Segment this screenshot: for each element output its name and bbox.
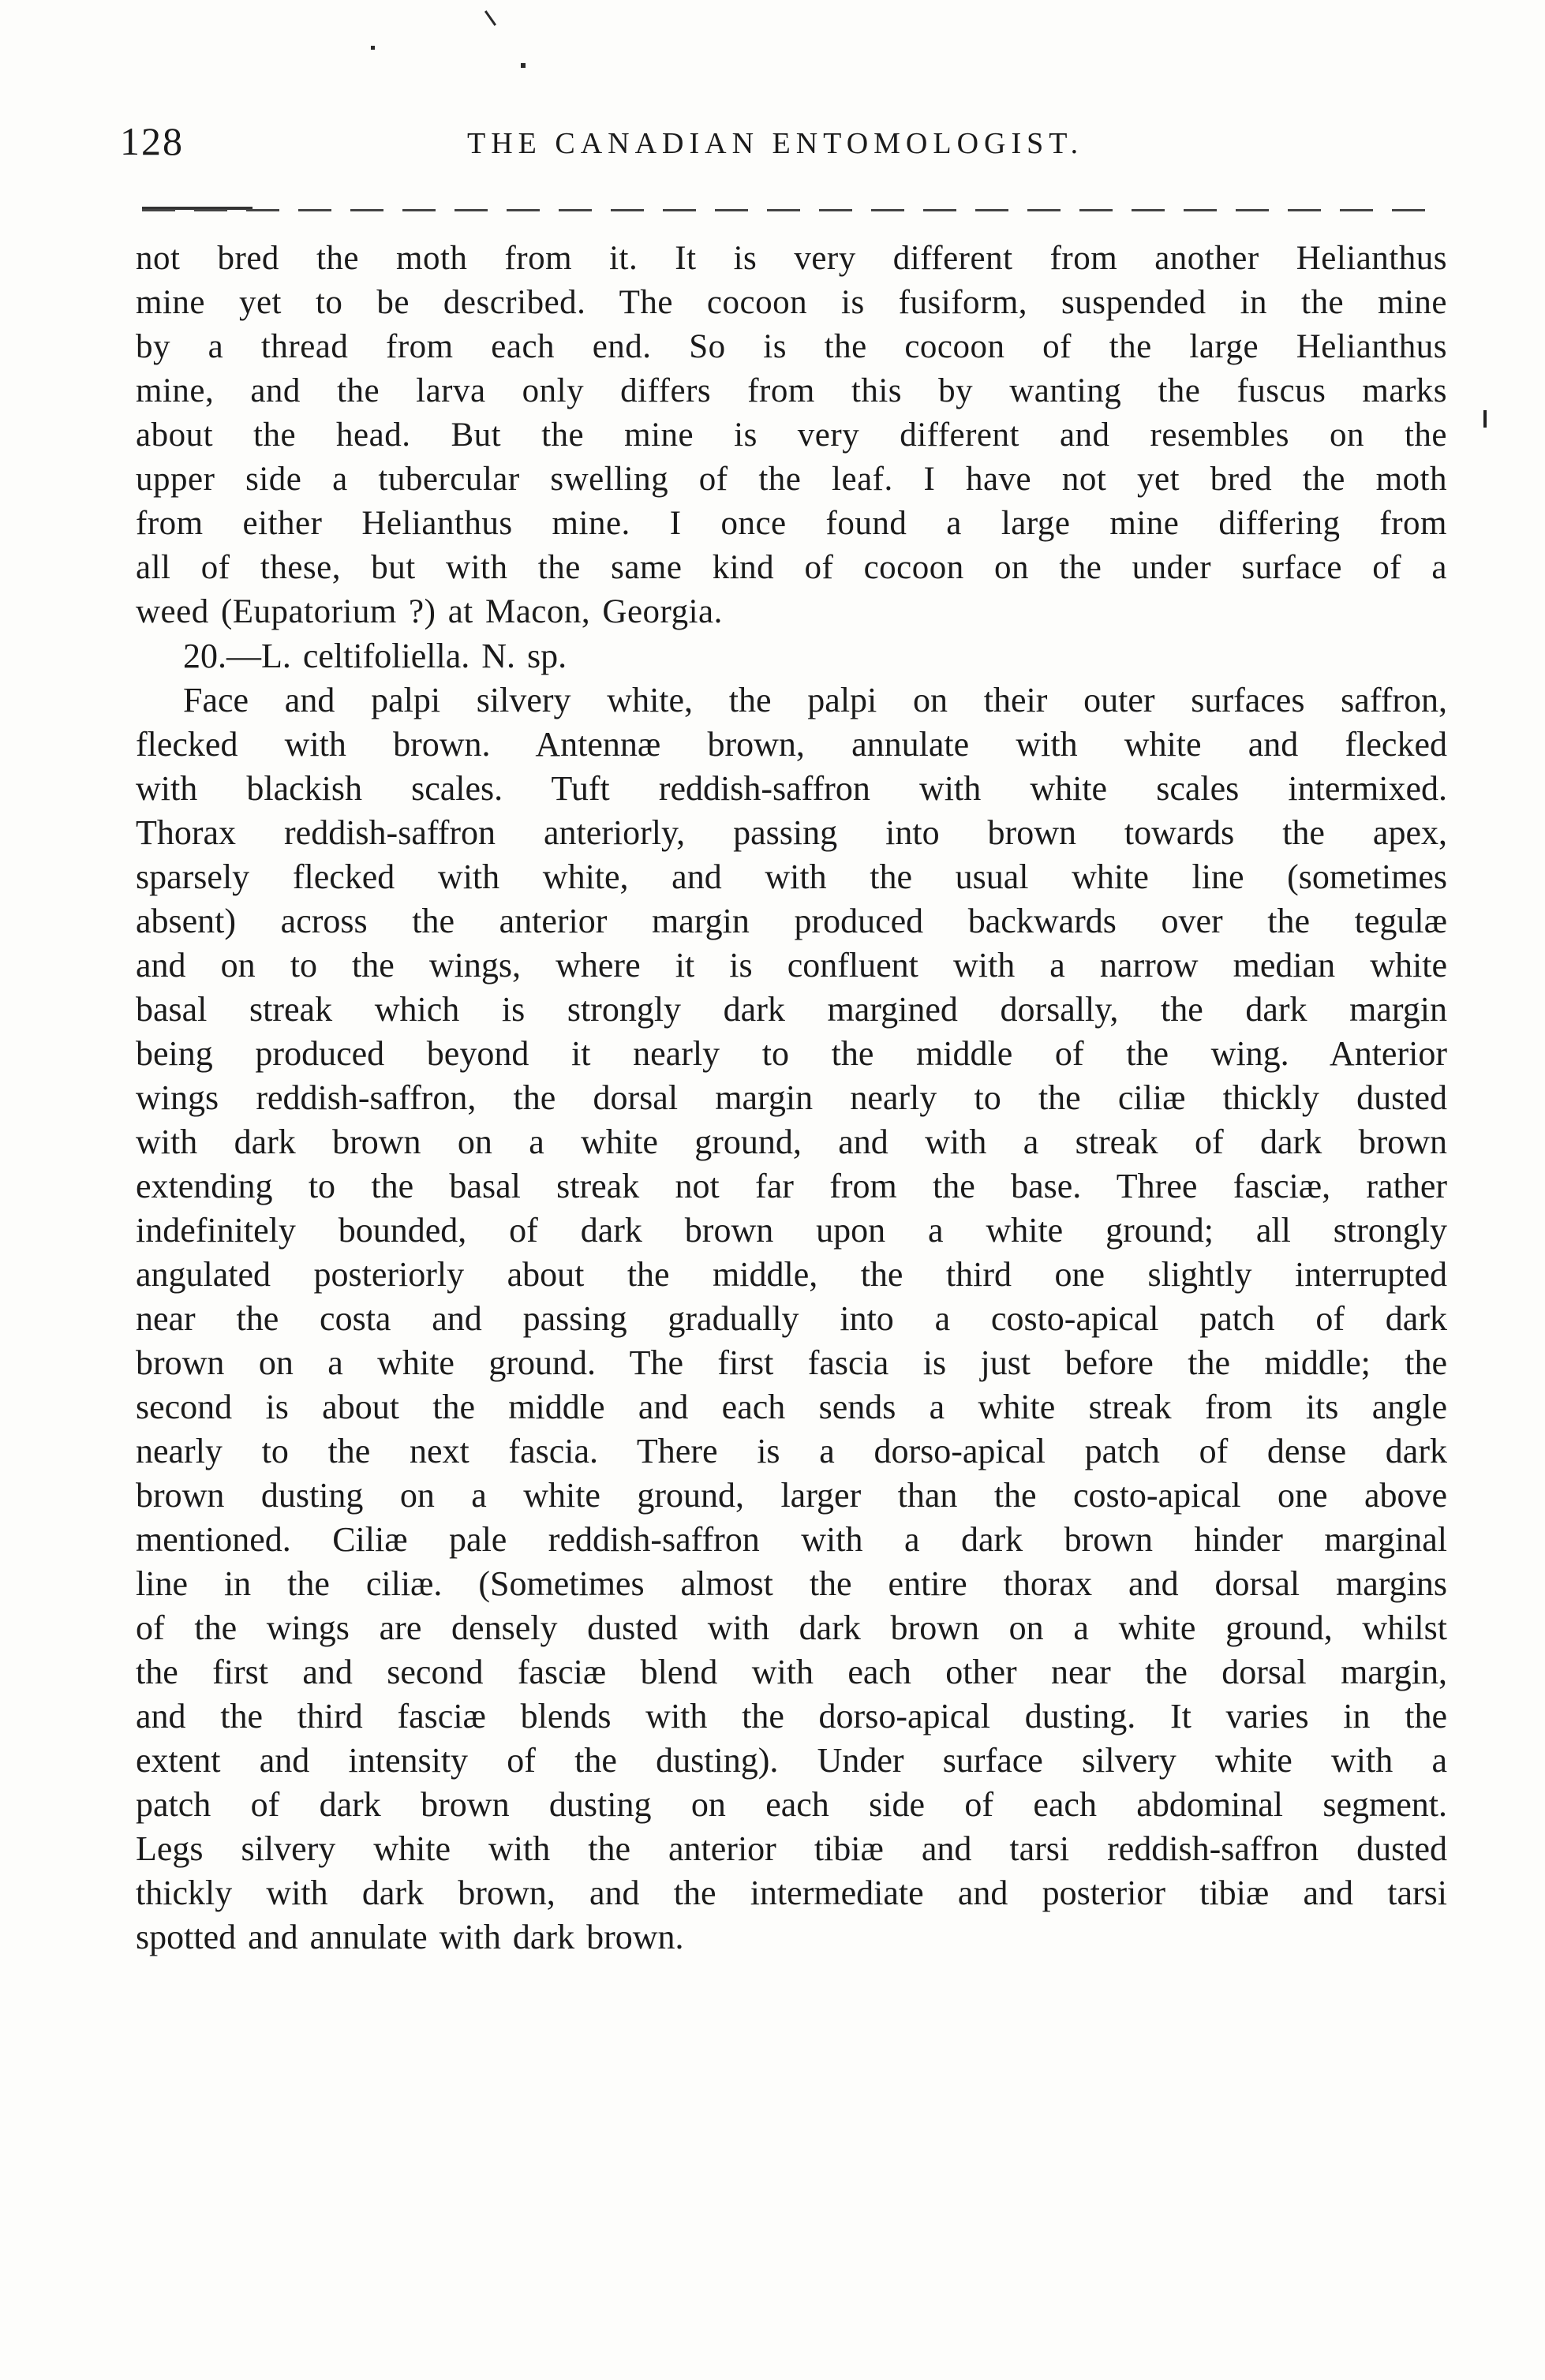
- text-line: brown dusting on a white ground, larger than the costo-apical one above: [136, 1476, 1447, 1515]
- ink-speck: [371, 46, 375, 50]
- text-line: not bred the moth from it. It is very different from another Helianthus: [136, 240, 1447, 277]
- text-line: and on to the wings, where it is confluent with a narrow median white: [136, 946, 1447, 985]
- text-line: mine yet to be described. The cocoon is fusiform, suspended in the mine: [136, 284, 1447, 321]
- text-line: flecked with brown. Antennæ brown, annulate with white and flecked: [136, 725, 1447, 764]
- text-line: about the head. But the mine is very different and resembles on the: [136, 417, 1447, 454]
- text-line: near the costa and passing gradually into a costo-apical patch of dark: [136, 1299, 1447, 1338]
- text-line: absent) across the anterior margin produced backwards over the tegulæ: [136, 902, 1447, 940]
- text-line: Thorax reddish-saffron anteriorly, passing into brown towards the apex,: [136, 813, 1447, 852]
- text-line: all of these, but with the same kind of cocoon on the under surface of a: [136, 549, 1447, 586]
- text-line: weed (Eupatorium ?) at Macon, Georgia.: [136, 593, 723, 630]
- text-line: nearly to the next fascia. There is a dorso-apical patch of dense dark: [136, 1432, 1447, 1470]
- page-header: [120, 118, 1430, 174]
- header-rule-dashed: [142, 209, 1444, 211]
- text-line: wings reddish-saffron, the dorsal margin nearly to the ciliæ thickly dusted: [136, 1078, 1447, 1117]
- text-line: patch of dark brown dusting on each side of each abdominal segment.: [136, 1785, 1447, 1824]
- ink-speck: [484, 10, 496, 26]
- text-line: upper side a tubercular swelling of the leaf. I have not yet bred the moth: [136, 461, 1447, 498]
- running-head: THE CANADIAN ENTOMOLOGIST.: [467, 127, 1084, 160]
- body-text: [136, 237, 1447, 1960]
- species-heading: 20.—L. celtifoliella. N. sp.: [183, 637, 567, 675]
- text-line: with blackish scales. Tuft reddish-saffron with white scales intermixed.: [136, 769, 1447, 808]
- text-line: Face and palpi silvery white, the palpi on their outer surfaces saffron,: [183, 681, 1447, 719]
- text-line: the first and second fasciæ blend with each other near the dorsal margin,: [136, 1653, 1447, 1691]
- text-line: from either Helianthus mine. I once found a large mine differing from: [136, 505, 1447, 542]
- text-line: second is about the middle and each sends a white streak from its angle: [136, 1388, 1447, 1426]
- text-line: by a thread from each end. So is the cocoon of the large Helianthus: [136, 328, 1447, 365]
- text-line: basal streak which is strongly dark margined dorsally, the dark margin: [136, 990, 1447, 1029]
- text-line: spotted and annulate with dark brown.: [136, 1918, 684, 1956]
- text-line: and the third fasciæ blends with the dorso-apical dusting. It varies in the: [136, 1697, 1447, 1735]
- text-line: of the wings are densely dusted with dark brown on a white ground, whilst: [136, 1608, 1447, 1647]
- text-line: with dark brown on a white ground, and with a streak of dark brown: [136, 1123, 1447, 1161]
- text-line: mine, and the larva only differs from this by wanting the fuscus marks: [136, 372, 1447, 409]
- text-line: thickly with dark brown, and the intermediate and posterior tibiæ and tarsi: [136, 1874, 1447, 1912]
- margin-mark: [1483, 410, 1487, 428]
- page-number: 128: [120, 119, 184, 163]
- text-line: angulated posteriorly about the middle, the third one slightly interrupted: [136, 1255, 1447, 1294]
- text-line: brown on a white ground. The first fascia is just before the middle; the: [136, 1343, 1447, 1382]
- text-line: Legs silvery white with the anterior tibiæ and tarsi reddish-saffron dusted: [136, 1829, 1447, 1868]
- text-line: indefinitely bounded, of dark brown upon a white ground; all strongly: [136, 1211, 1447, 1250]
- text-line: line in the ciliæ. (Sometimes almost the entire thorax and dorsal margins: [136, 1564, 1447, 1603]
- text-line: extent and intensity of the dusting). Under surface silvery white with a: [136, 1741, 1447, 1780]
- text-line: mentioned. Ciliæ pale reddish-saffron with a dark brown hinder marginal: [136, 1520, 1447, 1559]
- text-line: extending to the basal streak not far from the base. Three fasciæ, rather: [136, 1167, 1447, 1205]
- text-line: being produced beyond it nearly to the middle of the wing. Anterior: [136, 1034, 1447, 1073]
- ink-speck: [521, 63, 526, 68]
- text-line: sparsely flecked with white, and with the usual white line (sometimes: [136, 857, 1447, 896]
